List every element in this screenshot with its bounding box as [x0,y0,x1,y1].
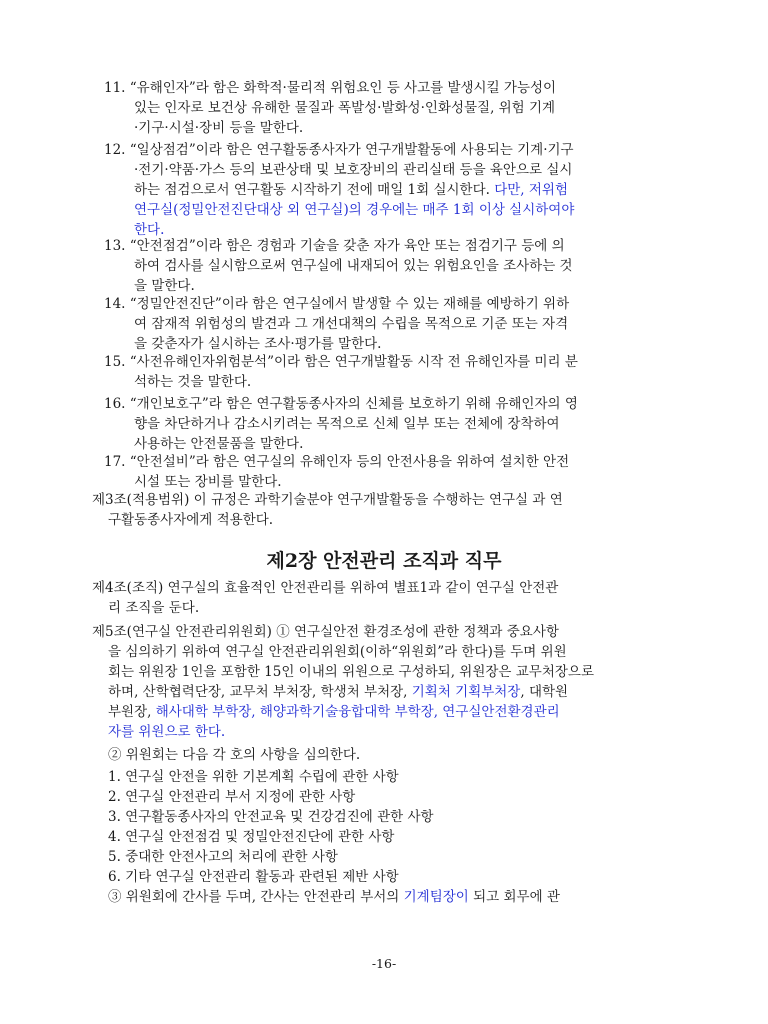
text-line [104,452,569,472]
text-segment: , 대학원 [520,684,569,700]
text-line [108,722,225,742]
text-line [92,490,563,510]
text-line [108,807,434,827]
text-line [108,767,399,787]
text-segment: 여 잠재적 위험성의 발견과 그 개선대책의 수립을 목적으로 기준 또는 자격 [134,316,569,332]
text-line [104,78,556,98]
text-segment: 하며, 산학협력단장, 교무처 부처장, 학생처 부처장, [108,684,412,700]
text-segment: 을 말한다. [134,278,195,294]
text-segment: 13. “안전점검”이라 함은 경험과 기술을 갖춘 자가 육안 또는 점검기구 등에 의 [104,238,565,254]
text-line [108,787,355,807]
text-line [104,352,578,372]
text-line [104,140,574,160]
amended-text: 기계팀장이 [403,889,469,905]
text-segment: 회는 위원장 1인을 포함한 15인 이내의 위원으로 구성하되, 위원장은 교무처장으로 [108,664,594,680]
text-segment: 리 조직을 둔다. [108,600,200,616]
text-segment: 구활동종사자에게 적용한다. [108,512,274,528]
text-segment: 되고 회무에 관 [468,889,560,905]
amended-text: 기획처 기획부처장 [411,684,521,700]
text-segment: 15. “사전유해인자위험분석”이라 함은 연구개발활동 시작 전 유해인자를 미리 분 [104,354,578,370]
text-line [108,702,560,722]
page-number: -16- [371,956,397,971]
text-segment: 사용하는 안전물품을 말한다. [134,436,304,452]
amended-text: 자를 위원으로 한다. [108,724,226,740]
amended-text: 다만, 저위험 [494,182,568,198]
text-line [108,745,360,765]
text-segment: 6. 기타 연구실 안전관리 활동과 관련된 제반 사항 [108,869,399,885]
text-segment: 부원장, [108,704,156,720]
text-segment: 4. 연구실 안전점검 및 정밀안전진단에 관한 사항 [108,829,395,845]
text-line [104,236,565,256]
text-line [134,200,574,220]
text-segment: 있는 인자로 보건상 유해한 물질과 폭발성·발화성·인화성물질, 위험 기계 [134,100,556,116]
text-segment: 2. 연구실 안전관리 부서 지정에 관한 사항 [108,789,356,805]
text-line [104,394,578,414]
text-segment: ③ 위원회에 간사를 두며, 간사는 안전관리 부서의 [108,889,404,905]
text-line [134,160,572,180]
text-line [134,276,195,296]
text-segment: ·기구·시설·장비 등을 말한다. [134,120,304,136]
amended-text: 연구실(정밀안전진단대상 외 연구실)의 경우에는 매주 1회 이상 실시하여야 [134,202,575,218]
text-segment: 11. “유해인자”라 함은 화학적·물리적 위험요인 등 사고를 발생시킬 가능성이 [104,80,557,96]
text-segment: 향을 차단하거나 감소시키려는 목적으로 신체 일부 또는 전체에 장착하여 [134,416,560,432]
text-line [134,118,303,138]
text-segment: 제3조(적용범위) 이 규정은 과학기술분야 연구개발활동을 수행하는 연구실 과 연 [92,492,563,508]
text-line [134,372,251,392]
text-line [134,98,555,118]
text-segment: 시설 또는 장비를 말한다. [134,474,282,490]
text-line [92,622,559,642]
text-segment: ·전기·약품·가스 등의 보관상태 및 보호장비의 관리실태 등을 육안으로 실시 [134,162,573,178]
text-line [108,847,338,867]
chapter-heading: 제2장 안전관리 조직과 직무 [266,550,502,572]
amended-text: 해사대학 부학장, 해양과학기술융합대학 부학장, 연구실안전환경관리 [155,704,560,720]
text-segment: 하여 검사를 실시함으로써 연구실에 내재되어 있는 위험요인을 조사하는 것 [134,258,573,274]
text-line [108,510,273,530]
amended-text: 한다. [134,222,165,238]
text-segment: ② 위원회는 다음 각 호의 사항을 심의한다. [108,747,361,763]
text-line [134,334,381,354]
text-segment: 5. 중대한 안전사고의 처리에 관한 사항 [108,849,338,865]
text-line [134,434,303,454]
text-segment: 석하는 것을 말한다. [134,374,252,390]
text-line [108,887,560,907]
text-line [108,662,594,682]
text-segment: 을 심의하기 위하여 연구실 안전관리위원회(이하“위원회”라 한다)를 두며 위원 [108,644,567,660]
text-segment: 1. 연구실 안전을 위한 기본계획 수립에 관한 사항 [108,769,399,785]
text-line [134,256,573,276]
text-segment: 14. “정밀안전진단”이라 함은 연구실에서 발생할 수 있는 재해를 예방하기 위하 [104,296,570,312]
text-line [134,314,568,334]
text-segment: 제4조(조직) 연구실의 효율적인 안전관리를 위하여 별표1과 같이 연구실 안전관 [92,580,559,596]
text-line [108,682,568,702]
text-line [134,414,560,434]
text-line [108,867,399,887]
text-line [134,180,568,200]
text-segment: 제5조(연구실 안전관리위원회) ① 연구실안전 환경조성에 관한 정책과 중요사항 [92,624,559,640]
text-segment: 16. “개인보호구”라 함은 연구활동종사자의 신체를 보호하기 위해 유해인자의 영 [104,396,578,412]
text-line [104,294,569,314]
text-segment: 12. “일상점검”이라 함은 연구활동종사자가 연구개발활동에 사용되는 기계·기구 [104,142,574,158]
text-segment: 3. 연구활동종사자의 안전교육 및 건강검진에 관한 사항 [108,809,434,825]
text-segment: 17. “안전설비”라 함은 연구실의 유해인자 등의 안전사용을 위하여 설치한 안전 [104,454,570,470]
text-line [92,578,558,598]
text-line [108,827,394,847]
text-segment: 하는 점검으로서 연구활동 시작하기 전에 매일 1회 실시한다. [134,182,495,198]
text-segment: 을 갖춘자가 실시하는 조사·평가를 말한다. [134,336,382,352]
text-line [108,642,567,662]
text-line [134,472,282,492]
text-line [108,598,199,618]
